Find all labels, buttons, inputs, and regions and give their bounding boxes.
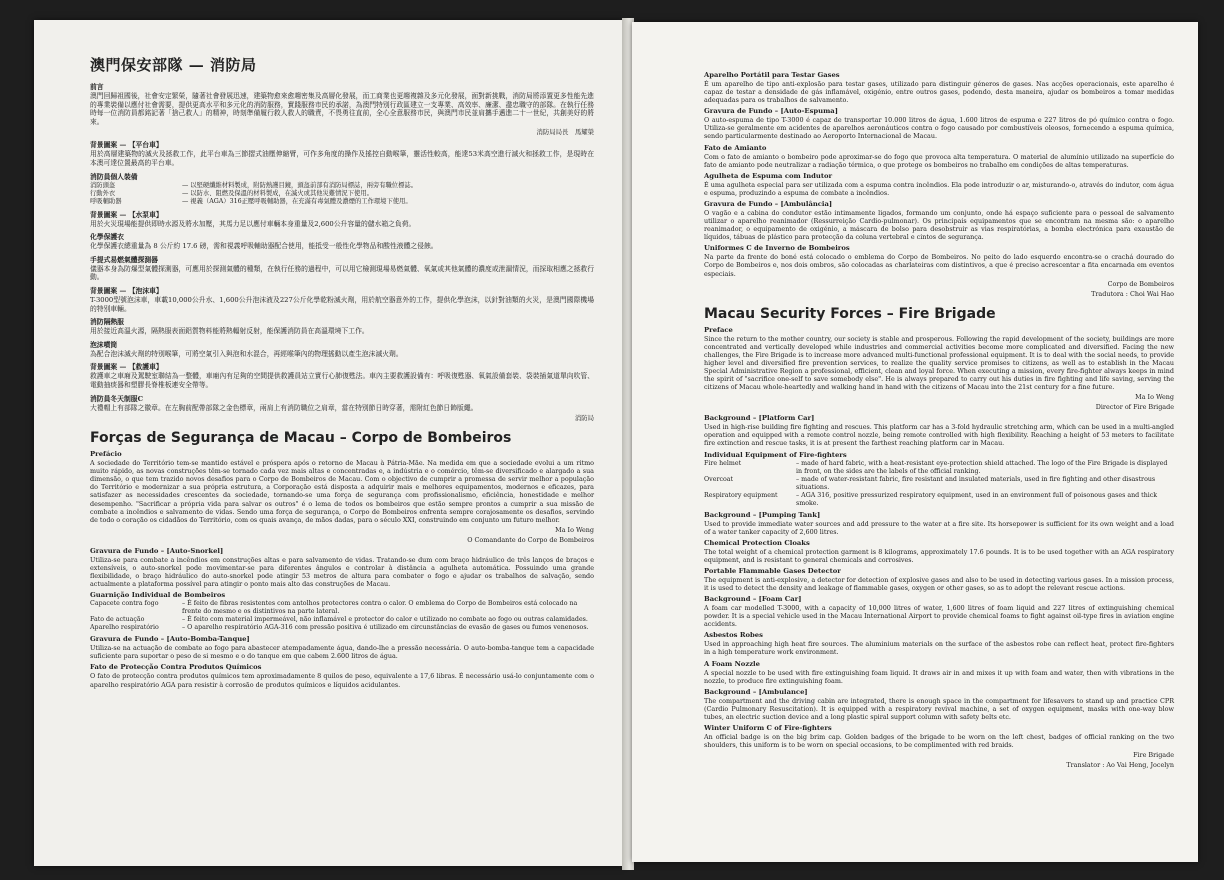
section-heading: Chemical Protection Cloaks xyxy=(704,538,810,547)
cn-end-signature: 消防局 xyxy=(574,414,594,423)
equipment-row xyxy=(90,190,594,198)
right-page xyxy=(632,22,1198,862)
left-page xyxy=(34,20,624,866)
equipment-name: Fato de actuação xyxy=(90,616,145,624)
section-text: 救護車之車廂及駕駛室聯結為一整體，車廂內有足夠的空間提供救護員站立實行心肺復甦法。車內主要救護設備有：呼吸復甦器、氧氣設備套裝、袋裝插氣道單向吹管、電動抽痰器和塑膠長脊椎板連安全帶等。 xyxy=(90,372,594,389)
en-preface-signature-1: Ma Io Weng xyxy=(1135,393,1174,402)
section-heading: Gravura de Fundo – [Auto-Bomba-Tanque] xyxy=(90,635,250,644)
en-title: Macau Security Forces – Fire Brigade xyxy=(704,305,996,322)
section-text: 用於接近高溫火源，隔熱服表面鋁質物料能將熱輻射反射，能保護消防員在高溫環境下工作。 xyxy=(90,327,369,336)
equipment-description: — 以防水、阻燃及保溫的材料製成，在滅火或其他災難情況下使用。 xyxy=(182,189,373,197)
section-text: O fato de protecção contra produtos químicos tem aproximadamente 8 quilos de peso, equivalente a 17,6 libras. É necessário usá-lo conjuntamente com o aparelho respiratório AGA para resistir à corrosão de produtos químicos e líquidos acidulantes. xyxy=(90,672,594,689)
section-heading: 消防員個人裝備 xyxy=(90,172,138,181)
equipment-description: – É feito de fibras resistentes com antolhos protectores contra o calor. O emblema do Corpo de Bombeiros está colocado na frente do mesmo e os distintivos na parte lateral. xyxy=(182,600,578,616)
section-heading: Fato de Amianto xyxy=(704,143,767,152)
section-heading: Portable Flammable Gases Detector xyxy=(704,566,841,575)
pt-left-sections xyxy=(90,547,594,689)
section-text: 大禮帽上有部隊之徽章。在左胸前配帶部隊之金色標章，兩肩上有消防職位之肩章，當在特別節日時穿著，需附紅色節日飾版繩。 xyxy=(90,403,478,412)
section-text: Com o fato de amianto o bombeiro pode aproximar-se do fogo que provoca alta temperatura. O material de alumínio utilizado na superfície do fato de amianto pode neutralizar a radiação térmica, o que protege os bombeiros no trabalho em condições de altas temperaturas. xyxy=(704,152,1174,169)
section-text: A foam car modelled T-3000, with a capacity of 10,000 litres of water, 1,600 litres of foam liquid and 227 litres of extinguishing chemical powder. It is a special vehicle used in the Macau International Airport to provide chemical foams to fight against oil-type fires in aviation engine accidents. xyxy=(704,604,1174,629)
section-heading: A Foam Nozzle xyxy=(704,659,760,668)
pt-preface-heading: Prefácio xyxy=(90,450,122,459)
section-heading: Gravura de Fundo – [Ambulância] xyxy=(704,199,833,208)
pt-preface-text: A sociedade do Território tem-se mantido estável e próspera após o retorno de Macau à Pátria-Mãe. Na medida em que a sociedade evolui a um ritmo muito rápido, as novas construções têm-se tornado cada vez mais altas e concentradas e, a indústria e o comércio, têm-se diversificado e alargado a sua dimensão, o que tem trazido novos desafios para o Corpo de Bombeiros de Macau. Com o objectivo de cumprir a promessa de servir melhor a população do Território e modernizar a sua própria estrutura, a Corporação está disposta a adquirir mais e melhores equipamentos, modernos e eficazes, para satisfazer as necessidades crescentes da sociedade, tornando-se uma força de segurança com profissionalismo, eficiência, honestidade e melhor desempenho. "Sacrificar a própria vida para salvar os outros" é o lema de todos os bombeiros que estão sempre prontos a cumprir a sua missão de combate a incêndios e salvamento de vidas. Sendo uma força de segurança, o Corpo de Bombeiros enfrenta sempre corajosamente os desafios, servindo de todo o coração os cidadãos do Território, com os quais avança, de mãos dadas, para o século XXI, construindo em conjunto um futuro melhor. xyxy=(90,459,594,524)
section-text: É uma agulheta especial para ser utilizada com a espuma contra incêndios. Ela pode introduzir o ar, misturando-o, através do indutor, com água e espuma, produzindo a espuma de combate a incêndios. xyxy=(704,180,1174,197)
equipment-row xyxy=(704,492,1174,508)
section-text: 為配合泡沫滅火劑的特別喉筆，可將空氣引入與泡和水混合，再經喉筆內的物理搖動以產生泡沫滅火劑。 xyxy=(90,349,403,358)
section-heading: 背景圖案 — 【泡沫車】 xyxy=(90,286,163,295)
section-text: An official badge is on the big brim cap. Golden badges of the brigade to be worn on the left chest, badges of official ranking on the two shoulders, this uniform is to be worn on special occasions, to be complimented with red braids. xyxy=(704,733,1174,750)
section-heading: Fato de Protecção Contra Produtos Químicos xyxy=(90,663,262,672)
equipment-row xyxy=(90,616,594,624)
section-heading: Agulheta de Espuma com Indutor xyxy=(704,171,833,180)
section-text: The total weight of a chemical protection garment is 8 kilograms, approximately 17.6 pounds. It is to be used together with an AGA respiratory equipment, and is resistant to general chemicals and corrosives. xyxy=(704,547,1174,564)
equipment-name: Capacete contra fogo xyxy=(90,600,159,608)
equipment-description: – made of water-resistant fabric, fire resistant and insulated materials, used in fire fighting and other disastrous situations. xyxy=(796,475,1156,491)
section-text: O auto-espuma de tipo T-3000 é capaz de transportar 10.000 litros de água, 1.600 litros de espuma e 227 litros de pó químico contra o fogo. Utiliza-se geralmente em acidentes de aparelhos aeronáuticos contra o fogo causado por combustíveis oleosos, fornecendo a espuma química, sendo particularmente destinado ao Aeroporto Internacional de Macau. xyxy=(704,116,1174,141)
section-heading: 手提式易燃氣體探測器 xyxy=(90,255,158,264)
pt-signature-1: Corpo de Bombeiros xyxy=(1107,279,1174,288)
equipment-description: – AGA 316, positive pressurized respiratory equipment, used in an environment full of poisonous gases and thick smoke. xyxy=(796,491,1158,507)
equipment-name: Fire helmet xyxy=(704,459,742,467)
section-heading: Background – [Pumping Tank] xyxy=(704,510,821,519)
section-heading: Aparelho Portátil para Testar Gases xyxy=(704,71,840,79)
en-preface-signature-2: Director of Fire Brigade xyxy=(1095,403,1174,412)
section-heading: Background – [Ambulance] xyxy=(704,687,808,696)
cn-preface-heading: 前言 xyxy=(90,83,104,91)
cn-title: 澳門保安部隊 — 消防局 xyxy=(90,56,257,74)
section-heading: Gravura de Fundo – [Auto-Snorkel] xyxy=(90,546,224,555)
cn-sections xyxy=(90,139,594,412)
section-text: Used to provide immediate water sources and add pressure to the water at a fire site. Its horsepower is sufficient for its own weight and a load of a water tanker capacity of 2,600 litres. xyxy=(704,519,1174,536)
section-heading: Guarnição Individual de Bombeiros xyxy=(90,591,226,600)
section-heading: 背景圖案 — 【救護車】 xyxy=(90,363,163,372)
pt-right-sections xyxy=(704,71,1174,278)
equipment-row xyxy=(704,460,1174,476)
section-heading: 消防隔熱服 xyxy=(90,318,124,327)
section-text: A special nozzle to be used with fire extinguishing foam liquid. It draws air in and mixes it up with foam and water, then with vibrations in the nozzle, to produce fire extinguishing foam. xyxy=(704,668,1174,685)
section-text: 用於高層建築物的滅火及拯救工作，此平台車為三節摺式油壓伸縮臂，可作多角度的操作及搖控自動喉筆，靈活性較高，能達53米高空進行滅火和拯救工作，是現時在本澳可達位置最高的平台車。 xyxy=(90,150,594,167)
section-text: The equipment is anti-explosive, a detector for detection of explosive gases and also to be used in detecting various gases. In a mission process, it is used to detect the density and leakage of flammable gases, oxygen or other gases, so as to adopt the relevant rescue actions. xyxy=(704,575,1174,592)
pt-signature-2: Tradutora : Choi Wai Hao xyxy=(1091,289,1174,298)
cn-preface-signature: 消防局局長 馬耀榮 xyxy=(536,128,594,137)
pt-preface-signature-2: O Comandante do Corpo de Bombeiros xyxy=(467,535,594,544)
equipment-row xyxy=(90,624,594,632)
pt-preface-signature-1: Ma Io Weng xyxy=(555,525,594,534)
section-text: O vagão e a cabina do condutor estão intimamente ligados, formando um conjunto, onde há espaço suficiente para o pessoal de salvamento utilizar o aparelho reanimador (Ressurreição Cardio-pulmonar). Os principais equipamentos que se encontram na mesma são: o aparelho reanimador, o equipamento de oxigénio, a máscara de bolso para desobstruir as vias respiratórias, a bomba electrónica para exaustão de líquidos, tábuas de plástico para protecção da coluna vertebral e cintos de segurança. xyxy=(704,208,1174,242)
section-text: T-3000型號泡沫車，車載10,000公升水、1,600公升泡沫液及227公斤化學乾粉滅火劑，用於航空器意外的工作，提供化學泡沫，以針對油類的火災，是澳門國際機場的特別車輛。 xyxy=(90,295,594,313)
equipment-row xyxy=(90,600,594,616)
equipment-row xyxy=(704,476,1174,492)
en-preface-heading: Preface xyxy=(704,325,733,334)
equipment-description: — 以堅硬纖維材料製成，附防熱護目鏡，頭盔前部有消防局標誌，兩旁有職位標誌。 xyxy=(182,181,417,189)
section-text: Used in high-rise building fire fighting and rescues. This platform car has a 3-fold hydraulic stretching arm, which can be used in a multi-angled operation and equipped with a remote control nozzle, being remote controlled with high flexibility. Reaching a height of 53 meters to facilitate fire extinction and rescue tasks, it is at present the farthest reaching platform car in Macau. xyxy=(704,423,1174,448)
section-heading: Individual Equipment of Fire-fighters xyxy=(704,450,847,459)
section-heading: 泡沫噴筒 xyxy=(90,340,118,349)
section-heading: Background – [Foam Car] xyxy=(704,595,802,604)
section-heading: Gravura de Fundo – [Auto-Espuma] xyxy=(704,107,838,116)
section-text: The compartment and the driving cabin are integrated, there is enough space in the compartment for lifesavers to stand up and practice CPR (Cardio Pulmonary Resuscitation). It is equipped with a respiratory revival machine, a set of oxygen equipment, masks with one-way blow tubes, an electric suction device and a long plastic spiral support column with safety belts etc. xyxy=(704,696,1174,721)
equipment-name: Aparelho respiratório xyxy=(90,624,159,632)
section-heading: Winter Uniform C of Fire-fighters xyxy=(704,724,832,733)
equipment-row xyxy=(90,182,594,190)
left-page-content xyxy=(90,54,594,691)
equipment-description: – O aparelho respiratório AGA-316 com pressão positiva é utilizado em circunstâncias de evasão de gases ou fumos venenosos. xyxy=(182,624,589,632)
pt-title: Forças de Segurança de Macau – Corpo de Bombeiros xyxy=(90,430,512,447)
section-text: 用於火災現場能提供即時水源及將水加壓，其馬力足以應付車輛本身重量及2,600公升容量的儲水箱之負荷。 xyxy=(90,219,416,228)
section-text: 化學保護衣總重量為 8 公斤約 17.6 磅，需和視義呼吸輔助器配合使用，能抵受一般性化學物品和酸性液體之侵蝕。 xyxy=(90,242,438,251)
section-text: É um aparelho de tipo anti-explosão para testar gases, utilizado para distinguir géneros de gases. Nas acções operacionais, este aparelho é capaz de testar a densidade de gás inflamável, oxigénio, entre outros gases, podendo, desta maneira, ajudar os bombeiros a tomar medidas adequadas para os trabalhos de salvamento. xyxy=(704,80,1174,105)
equipment-description: – É feito com material impermeável, não inflamável e protector do calor e utilizado no combate ao fogo ou outras calamidades. xyxy=(182,616,588,624)
en-signature-2: Translator : Ao Vai Heng, Jocelyn xyxy=(1066,761,1174,770)
en-sections xyxy=(704,414,1174,749)
right-page-content xyxy=(704,68,1174,771)
en-signature-1: Fire Brigade xyxy=(1133,751,1174,760)
section-text: Utiliza-se para combate a incêndios em construções altas e para salvamento de vidas. Tratando-se dum com braço hidráulico de três lanços de braços e extensíveis, o auto-snorkel pode movimentar-se para diferentes ângulos e controlar à distância a agulheta automática. Possuindo uma grande flexibilidade, o braço hidráulico do auto-snorkel pode atingir 53 metros de altura para combater o fogo e ajudar os trabalhos de salvação, sendo actualmente a plataforma possível para atingir o ponto mais alto das construções de Macau. xyxy=(90,555,594,589)
equipment-description: – made of hard fabric, with a heat-resistant eye-protection shield attached. The logo of the Fire Brigade is displayed in front, on the sides are the labels of the official ranking. xyxy=(796,459,1168,475)
section-heading: 背景圖案 — 【平台車】 xyxy=(90,141,163,150)
section-text: Utiliza-se na actuação de combate ao fogo para abastecer atempadamente água, dando-lhe a pressão necessária. O auto-bomba-tanque tem a capacidade suficiente para suportar o peso de si mesmo e o do tanque em que cabem 2.600 litros de água. xyxy=(90,644,594,661)
equipment-description: — 視義（AGA）316正壓呼吸輔助器，在充滿有毒氣體及濃煙的工作環境下使用。 xyxy=(182,197,412,205)
section-text: Used in approaching high heat fire sources. The aluminium materials on the surface of the asbestos robe can reflect heat, protect fire-fighters in a high temperature work environment. xyxy=(704,640,1174,657)
equipment-name: 呼吸輔助器 xyxy=(90,197,122,205)
equipment-name: Respiratory equipment xyxy=(704,491,778,499)
section-heading: 消防員冬天制服C xyxy=(90,394,143,403)
equipment-row xyxy=(90,198,594,206)
section-heading: 背景圖案 — 【水泵車】 xyxy=(90,210,163,219)
equipment-name: 消防頭盔 xyxy=(90,181,116,189)
section-heading: Background – [Platform Car] xyxy=(704,414,815,423)
equipment-name: 行動外衣 xyxy=(90,189,116,197)
section-text: 儀器本身為防爆型氣體探測器，可應用於探測氣體的種類，在執行任務的過程中，可以用它檢測現場易燃氣體、氧氣或其他氣體的濃度或泄漏情況，而採取相應之拯救行動。 xyxy=(90,264,594,282)
section-heading: Uniformes C de Inverno de Bombeiros xyxy=(704,244,850,253)
en-preface-text: Since the return to the mother country, our society is stable and prosperous. Following the rapid development of the society, buildings are more concentrated and vertically developed while industries and commercial activities become more complicated and diversified. Facing the new challenges, the Fire Brigade is to increase more advanced multi-functional professional equipment. It is to deal with the social needs, to provide higher level and diversified fire prevention services, to realize the quality service promises to citizens, as well as to establish in the Macau Special Administrative Region a professional, efficient, clean and loyal force. When executing a mission, every fire-fighter always keeps in mind the spirit of "sacrifice one-self to save somebody else". He is always prepared to carry out his duties in fire fighting and life saving, serving the citizens of Macau whole-heartedly and walking hand in hand with the citizens of Macau into the 21st century for a fine future. xyxy=(704,334,1174,392)
section-heading: 化學保護衣 xyxy=(90,233,124,242)
cn-preface-text: 澳門回歸祖國後，社會安定繁榮，隨著社會發展迅速，建築物愈來愈趨密集及高層化發展，而工商業也更趨複雜及多元化發展，面對新挑戰，消防局將添置更多性能先進的專業裝備以應付社會需要，提供更高水平和多元化的消防服務，實踐服務市民的承諾，為澳門特別行政區建立一支專業、高效率、廉潔、盡忠職守的部隊。在執行任務時每一位消防員都銘記著「捨己救人」的精神，時刻準備履行救人救人的職責，不畏勇往直前，全心全意服務市民，與澳門市民並肩攜手邁進二十一世紀，共創美好的將來。 xyxy=(90,92,594,126)
section-text: Na parte da frente do boné está colocado o emblema do Corpo de Bombeiros. No peito do lado esquerdo encontra-se o crachá dourado do Corpo de Bombeiros e, nos dois ombros, são colocadas as charlateiras com distintivos, a que é preciso acrescentar a fita encarnada em eventos especiais. xyxy=(704,253,1174,278)
section-heading: Asbestos Robes xyxy=(704,631,763,640)
equipment-name: Overcoat xyxy=(704,475,734,483)
